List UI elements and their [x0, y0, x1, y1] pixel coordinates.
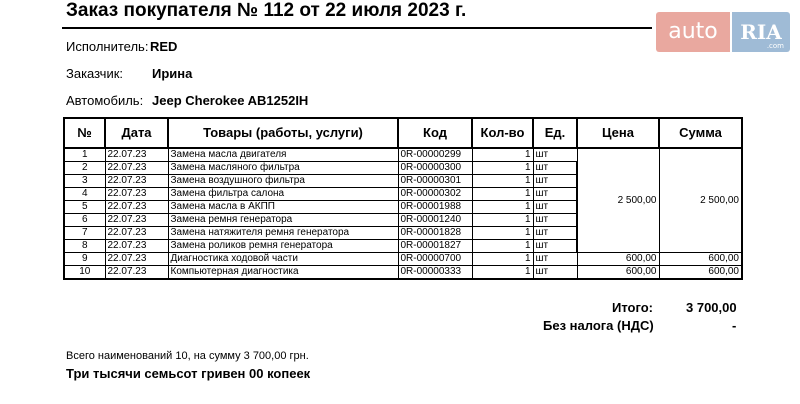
row-sum: 600,00 — [659, 266, 742, 280]
group-price: 2 500,00 — [577, 148, 659, 253]
row-num: 2 — [64, 162, 105, 175]
row-num: 3 — [64, 175, 105, 188]
row-code: 0R-00000299 — [398, 148, 472, 162]
items-summary: Всего наименований 10, на сумму 3 700,00 грн. — [66, 350, 309, 362]
row-code: 0R-00000333 — [398, 266, 472, 280]
row-unit: шт — [533, 240, 577, 253]
customer-row — [66, 66, 193, 81]
amount-in-words: Три тысячи семьсот гривен 00 копеек — [66, 366, 311, 381]
car-label: Автомобиль: — [66, 93, 144, 108]
car-value: Jeep Cherokee AB1252IH — [152, 93, 309, 108]
row-code: 0R-00000302 — [398, 188, 472, 201]
watermark-dot-com: .com — [766, 42, 784, 50]
row-num: 8 — [64, 240, 105, 253]
row-item: Компьютерная диагностика — [168, 266, 398, 280]
row-price: 600,00 — [577, 253, 659, 266]
row-date: 22.07.23 — [105, 175, 168, 188]
total-value: 3 700,00 — [686, 300, 737, 315]
row-item: Замена фильтра салона — [168, 188, 398, 201]
row-unit: шт — [533, 266, 577, 280]
table-row — [64, 148, 742, 162]
watermark-ria-text: RIA — [740, 20, 782, 44]
row-code: 0R-00001827 — [398, 240, 472, 253]
row-qty: 1 — [472, 188, 533, 201]
row-qty: 1 — [472, 201, 533, 214]
row-num: 1 — [64, 148, 105, 162]
watermark-auto: auto — [656, 12, 730, 52]
row-qty: 1 — [472, 253, 533, 266]
row-code: 0R-00000301 — [398, 175, 472, 188]
total-label: Итого: — [612, 300, 653, 315]
row-date: 22.07.23 — [105, 227, 168, 240]
car-row — [66, 93, 309, 108]
row-item: Замена ремня генератора — [168, 214, 398, 227]
row-unit: шт — [533, 253, 577, 266]
autoria-watermark — [656, 12, 790, 52]
row-date: 22.07.23 — [105, 214, 168, 227]
row-item: Замена воздушного фильтра — [168, 175, 398, 188]
row-unit: шт — [533, 175, 577, 188]
row-date: 22.07.23 — [105, 162, 168, 175]
row-date: 22.07.23 — [105, 201, 168, 214]
row-num: 9 — [64, 253, 105, 266]
row-qty: 1 — [472, 148, 533, 162]
table-row — [64, 253, 742, 266]
row-num: 7 — [64, 227, 105, 240]
row-code: 0R-00001240 — [398, 214, 472, 227]
table-header-row — [64, 118, 742, 148]
header-item: Товары (работы, услуги) — [168, 118, 398, 148]
row-date: 22.07.23 — [105, 188, 168, 201]
order-items-table — [63, 117, 743, 280]
row-unit: шт — [533, 148, 577, 162]
executor-label: Исполнитель: — [66, 39, 149, 54]
row-unit: шт — [533, 214, 577, 227]
row-unit: шт — [533, 227, 577, 240]
row-qty: 1 — [472, 227, 533, 240]
row-code: 0R-00001988 — [398, 201, 472, 214]
row-num: 6 — [64, 214, 105, 227]
header-code: Код — [398, 118, 472, 148]
row-item: Замена масла двигателя — [168, 148, 398, 162]
row-item: Замена натяжителя ремня генератора — [168, 227, 398, 240]
row-qty: 1 — [472, 162, 533, 175]
row-num: 10 — [64, 266, 105, 280]
vat-value: - — [732, 318, 737, 333]
row-qty: 1 — [472, 266, 533, 280]
watermark-ria — [732, 12, 790, 52]
executor-row — [66, 39, 178, 54]
row-code: 0R-00000700 — [398, 253, 472, 266]
row-code: 0R-00000300 — [398, 162, 472, 175]
header-price: Цена — [577, 118, 659, 148]
executor-value: RED — [150, 39, 178, 54]
table-row — [64, 266, 742, 280]
row-unit: шт — [533, 162, 577, 175]
row-date: 22.07.23 — [105, 148, 168, 162]
header-date: Дата — [105, 118, 168, 148]
customer-label: Заказчик: — [66, 66, 124, 81]
row-date: 22.07.23 — [105, 253, 168, 266]
title-underline — [62, 27, 652, 29]
header-num: № — [64, 118, 105, 148]
header-sum: Сумма — [659, 118, 742, 148]
row-qty: 1 — [472, 214, 533, 227]
row-qty: 1 — [472, 240, 533, 253]
row-code: 0R-00001828 — [398, 227, 472, 240]
row-item: Замена масла в АКПП — [168, 201, 398, 214]
document-title: Заказ покупателя № 112 от 22 июля 2023 г. — [66, 0, 467, 21]
row-num: 5 — [64, 201, 105, 214]
group-sum: 2 500,00 — [659, 148, 742, 253]
row-qty: 1 — [472, 175, 533, 188]
row-unit: шт — [533, 201, 577, 214]
row-item: Диагностика ходовой части — [168, 253, 398, 266]
row-date: 22.07.23 — [105, 266, 168, 280]
row-item: Замена роликов ремня генератора — [168, 240, 398, 253]
row-num: 4 — [64, 188, 105, 201]
row-item: Замена масляного фильтра — [168, 162, 398, 175]
row-unit: шт — [533, 188, 577, 201]
vat-label: Без налога (НДС) — [543, 318, 654, 333]
customer-value: Ирина — [152, 66, 193, 81]
header-qty: Кол-во — [472, 118, 533, 148]
row-sum: 600,00 — [659, 253, 742, 266]
row-date: 22.07.23 — [105, 240, 168, 253]
header-unit: Ед. — [533, 118, 577, 148]
row-price: 600,00 — [577, 266, 659, 280]
